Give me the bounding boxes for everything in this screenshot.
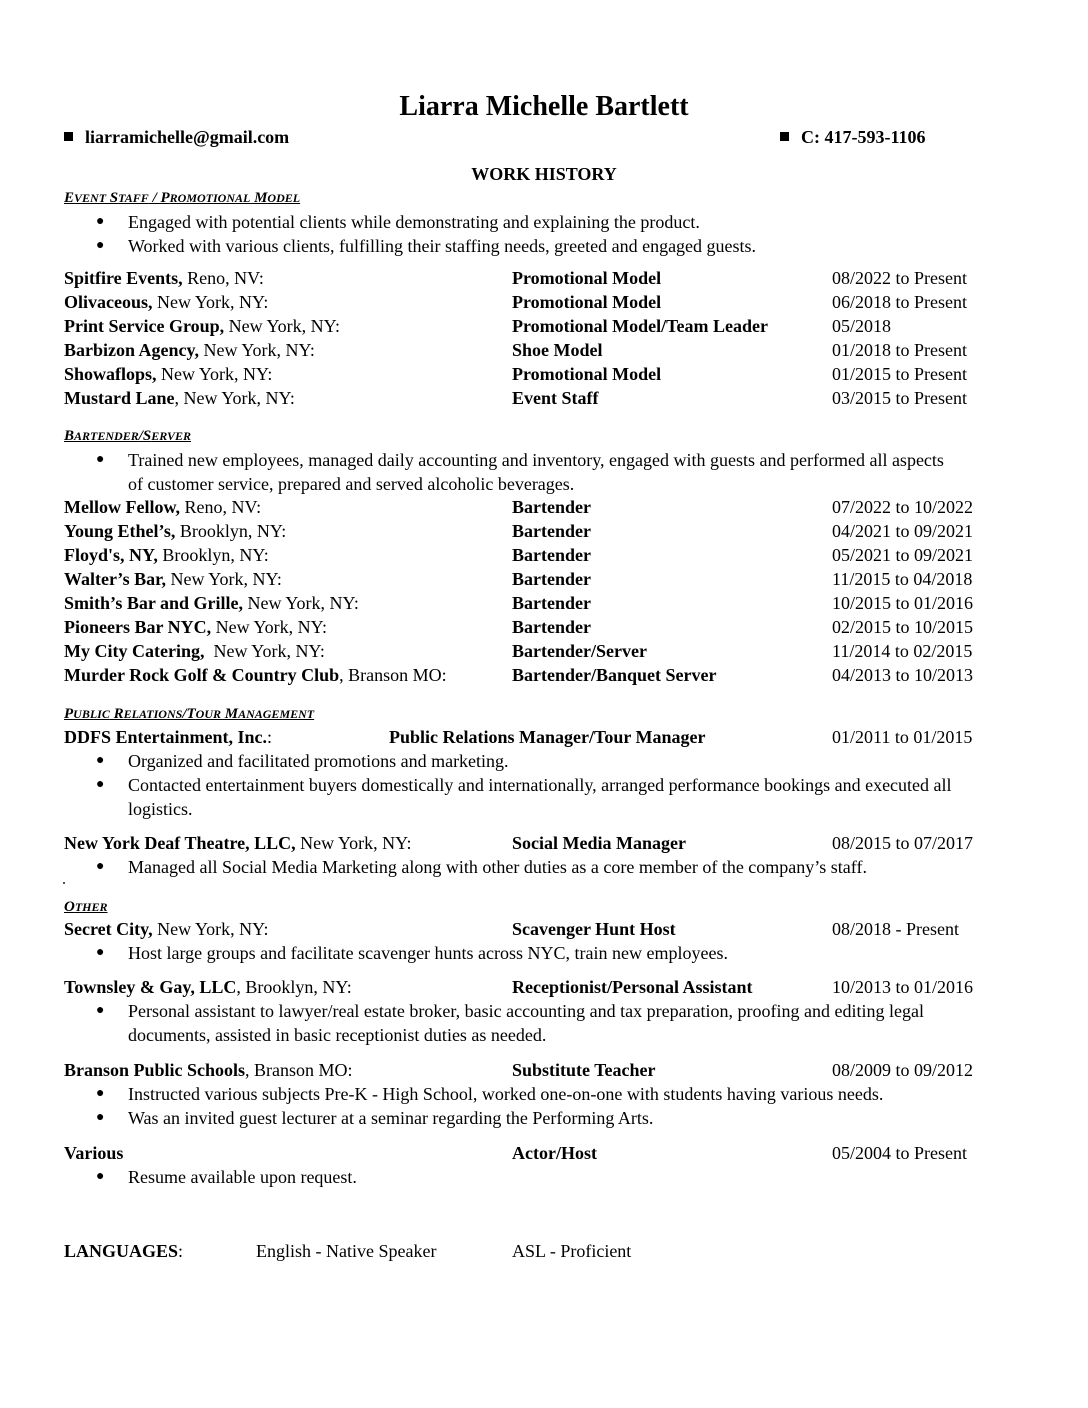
section-title-other: OTHER: [64, 899, 108, 915]
bullet-icon: ●: [96, 1169, 105, 1184]
list-item: Engaged with potential clients while demonstrating and explaining the product.: [128, 212, 700, 232]
list-item-continuation: logistics.: [128, 799, 193, 819]
bullet-icon: ●: [96, 859, 105, 874]
resume-name: Liarra Michelle Bartlett: [399, 91, 689, 122]
list-item-continuation: of customer service, prepared and served alcoholic beverages.: [128, 474, 575, 494]
bullet-icon: ●: [96, 777, 105, 792]
languages-label: LANGUAGES:: [64, 1241, 184, 1261]
list-item: Organized and facilitated promotions and marketing.: [128, 751, 509, 771]
list-item: Resume available upon request.: [128, 1167, 357, 1187]
list-item: Managed all Social Media Marketing along with other duties as a core member of the company’s staff.: [128, 857, 867, 877]
bullet-icon: ●: [96, 1086, 105, 1101]
square-bullet-icon: [64, 132, 73, 141]
bullet-icon: ●: [96, 214, 105, 229]
bullet-icon: ●: [96, 1003, 105, 1018]
bullet-icon: ●: [96, 238, 105, 253]
square-bullet-icon: [780, 132, 789, 141]
bullet-icon: ●: [96, 452, 105, 467]
section-title-public-relations: PUBLIC RELATIONS/TOUR MANAGEMENT: [64, 706, 315, 722]
language-asl: ASL - Proficient: [512, 1241, 632, 1261]
bullet-icon: ●: [96, 753, 105, 768]
bullet-icon: ●: [96, 1110, 105, 1125]
email-text: liarramichelle@gmail.com: [85, 127, 290, 147]
phone-line: [780, 126, 926, 148]
list-item: Host large groups and facilitate scavenger hunts across NYC, train new employees.: [128, 943, 728, 963]
section-title-bartender: BARTENDER/SERVER: [64, 428, 192, 444]
work-history-heading: WORK HISTORY: [471, 164, 617, 184]
list-item: Personal assistant to lawyer/real estate broker, basic accounting and tax preparation, proofing and editing legal: [128, 1001, 925, 1021]
stray-dot: [63, 882, 65, 884]
list-item: Instructed various subjects Pre-K - High School, worked one-on-one with students having various needs.: [128, 1084, 884, 1104]
list-item-continuation: documents, assisted in basic receptionist duties as needed.: [128, 1025, 547, 1045]
list-item: Worked with various clients, fulfilling their staffing needs, greeted and engaged guests.: [128, 236, 757, 256]
bullet-icon: ●: [96, 945, 105, 960]
section-title-event-staff: EVENT STAFF / PROMOTIONAL MODEL: [64, 190, 301, 206]
email-line: [64, 126, 289, 148]
list-item: Was an invited guest lecturer at a seminar regarding the Performing Arts.: [128, 1108, 654, 1128]
list-item: Contacted entertainment buyers domestically and internationally, arranged performance bookings and executed all: [128, 775, 952, 795]
language-english: English - Native Speaker: [256, 1241, 437, 1261]
list-item: Trained new employees, managed daily accounting and inventory, engaged with guests and performed all aspects: [128, 450, 944, 470]
phone-text: C: 417-593-1106: [801, 127, 926, 147]
